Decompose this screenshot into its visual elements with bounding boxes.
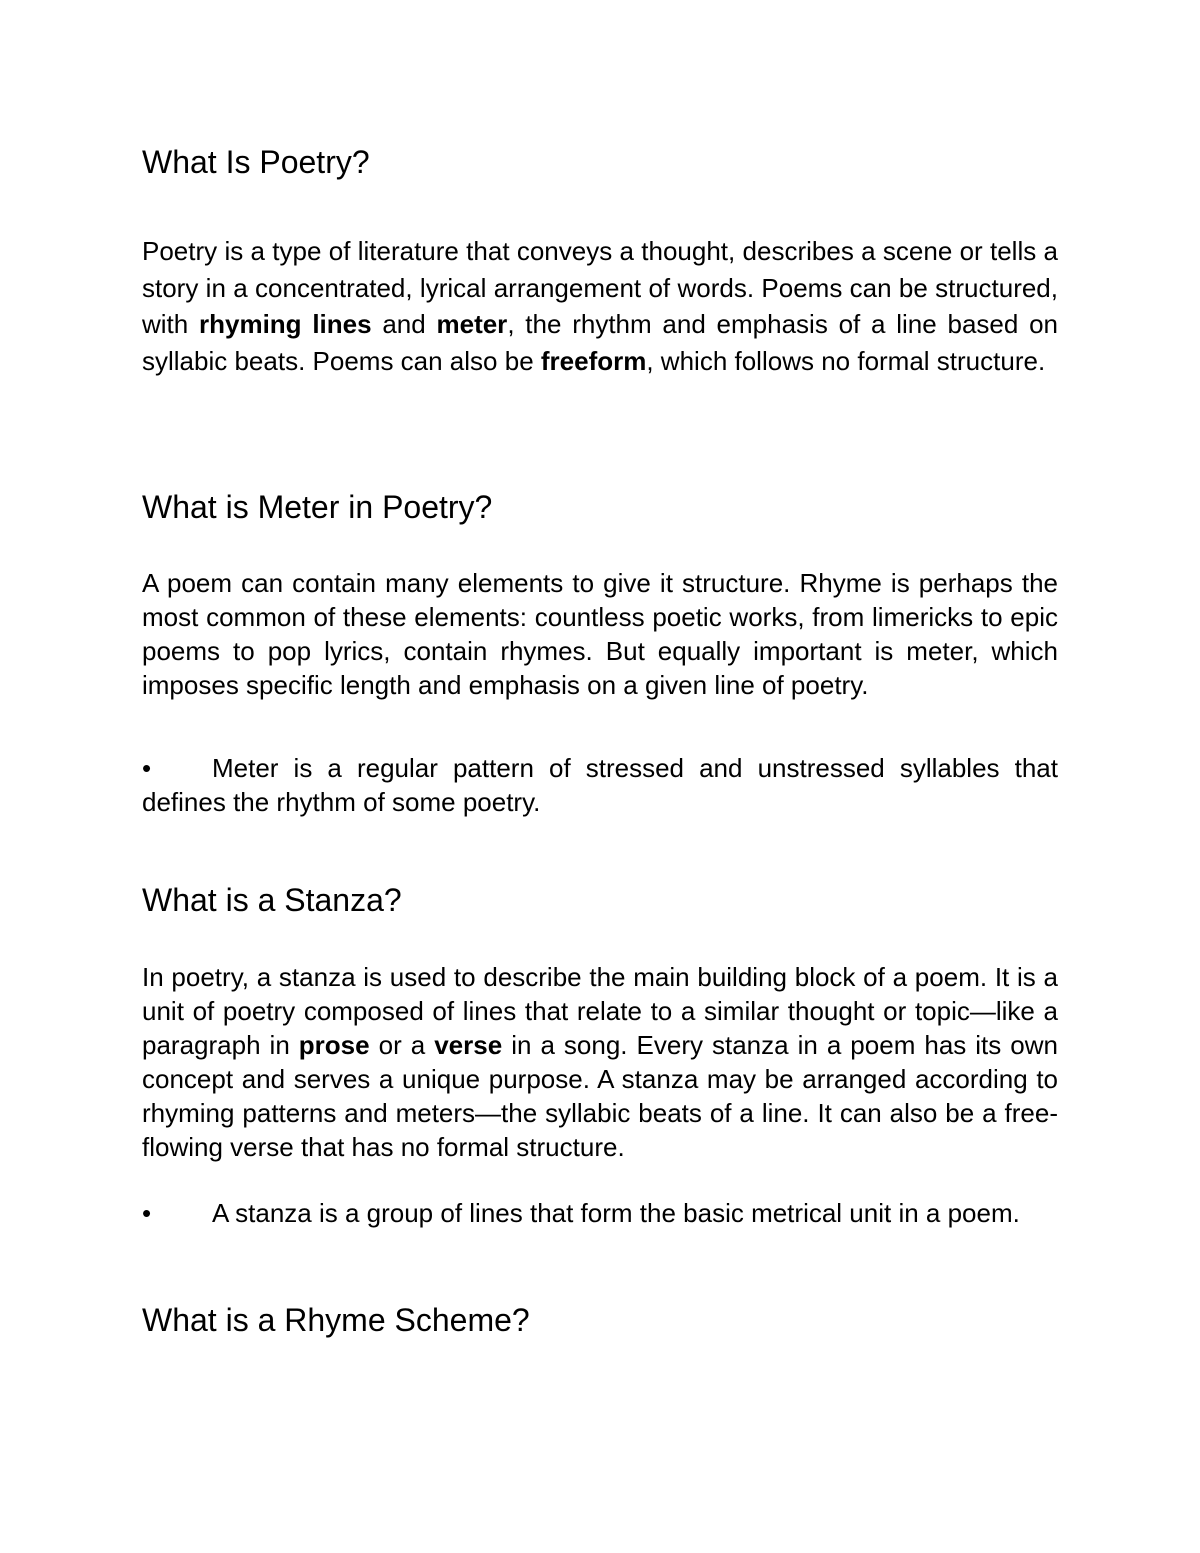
- bold-term-rhyming-lines: rhyming lines: [199, 309, 372, 340]
- text-run: In poetry, a stanza is used to describe the main building block of a poem. It is a unit of poetry composed of lines that relate to a similar thought or topic—like a paragraph in: [142, 962, 1058, 1060]
- bullet-text: A stanza is a group of lines that form the basic metrical unit in a poem.: [212, 1198, 1020, 1228]
- text-run: and: [371, 309, 437, 340]
- bullet-text: Meter is a regular pattern of stressed and unstressed syllables that defines the rhythm of some poetry.: [142, 753, 1058, 817]
- bold-term-verse: verse: [434, 1030, 503, 1060]
- bold-term-meter: meter: [436, 309, 508, 340]
- heading-what-is-rhyme-scheme: What is a Rhyme Scheme?: [142, 1302, 530, 1338]
- bold-term-freeform: freeform: [540, 345, 647, 376]
- text-run: , the rhythm and emphasis of a line based on syllabic beats. Poems can also be: [142, 309, 1058, 376]
- text-run: Poetry is a type of literature that conveys a thought, describes a scene or tells a story in a concentrated, lyrical arrangement of words. Poems can be structured, with: [142, 236, 1058, 340]
- paragraph-stanza-definition: [142, 960, 1058, 1164]
- heading-what-is-stanza: What is a Stanza?: [142, 882, 402, 918]
- text-run: in a song. Every stanza in a poem has its own concept and serves a unique purpose. A stanza may be arranged according to rhyming patterns and meters—the syllabic beats of a line. It can also be a free-flowing verse that has no formal structure.: [142, 1030, 1058, 1162]
- text-run: or a: [369, 1030, 435, 1060]
- bullet-marker: •: [142, 753, 152, 783]
- bold-term-prose: prose: [298, 1030, 370, 1060]
- bullet-meter-definition: [142, 751, 1058, 819]
- bullet-marker: •: [142, 1198, 152, 1228]
- paragraph-poetry-definition: [142, 233, 1058, 379]
- heading-what-is-poetry: What Is Poetry?: [142, 144, 370, 180]
- paragraph-meter-intro: A poem can contain many elements to give it structure. Rhyme is perhaps the most common of these elements: countless poetic works, from limericks to epic poems to pop lyrics, contain rhymes. But equally important is meter, which imposes specific length and emphasis on a given line of poetry.: [142, 568, 1058, 700]
- text-run: , which follows no formal structure.: [646, 345, 1046, 376]
- heading-what-is-meter: What is Meter in Poetry?: [142, 489, 493, 525]
- bullet-stanza-definition: [142, 1196, 1058, 1230]
